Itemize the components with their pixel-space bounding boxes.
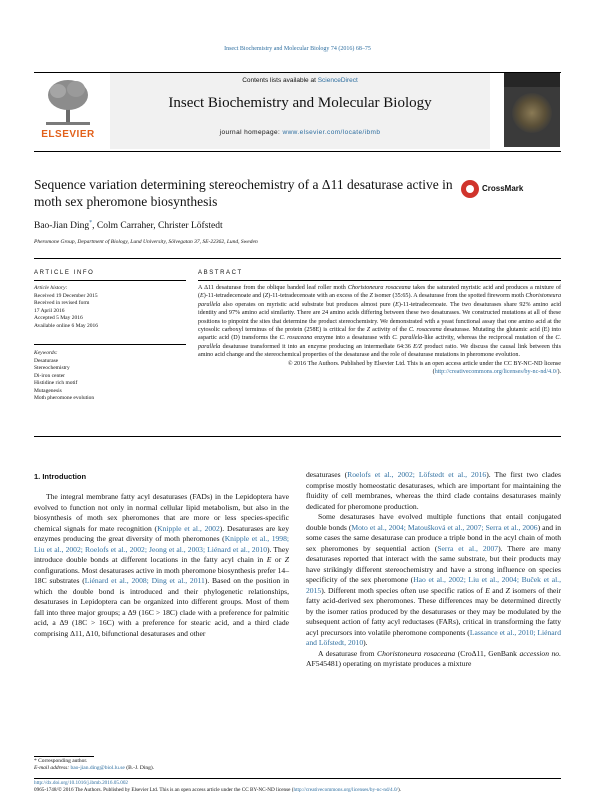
history-item: Accepted 5 May 2016: [34, 315, 83, 321]
crossmark-label: CrossMark: [482, 184, 524, 193]
corresponding-author-note: * Corresponding author.: [34, 758, 88, 764]
doi-link[interactable]: http://dx.doi.org/10.1016/j.ibmb.2016.05.002: [34, 780, 129, 786]
elsevier-wordmark: ELSEVIER: [41, 129, 95, 140]
contents-prefix: Contents lists available at: [242, 77, 318, 84]
affiliation: Pheromone Group, Department of Biology, Lund University, Sölvegatan 37, SE-22362, Lund, Sweden: [34, 239, 258, 245]
paragraph: desaturases (Roelofs et al., 2002; Löfstedt et al., 2016). The first two clades comprise mostly homeostatic desaturases, which are important for maintaining the fluidity of cell membranes, whereas the third clade contains desaturases mainly dedicated for pheromone production.: [306, 470, 561, 511]
footer-rule: [34, 778, 561, 779]
copyright-line: © 2016 The Authors. Published by Elsevier Ltd. This is an open access article under the CC BY-NC-ND license (http://creativecommons.org/licenses/by-nc-nd/4.0/).: [287, 360, 561, 376]
keywords-label: Keywords:: [34, 350, 58, 356]
keyword: Histidine rich motif: [34, 380, 78, 386]
history-item: 17 April 2016: [34, 307, 65, 314]
homepage-link[interactable]: www.elsevier.com/locate/ibmb: [282, 129, 381, 136]
cover-header: [504, 73, 560, 87]
divider: [34, 344, 186, 345]
contents-line: [110, 77, 490, 84]
body-column-left: [34, 492, 289, 639]
abstract-heading: ABSTRACT: [198, 270, 243, 276]
history-item: Received in revised form: [34, 300, 90, 306]
email-note: E-mail address: bao-jian.ding@biol.lu.se (B.-J. Ding).: [34, 765, 155, 771]
history-label: Article history:: [34, 285, 68, 291]
footer-license-link[interactable]: http://creativecommons.org/licenses/by-nc-nd/4.0/: [293, 786, 398, 793]
abstract-body: [198, 284, 561, 376]
author-first: Bao-Jian Ding: [34, 221, 90, 232]
elsevier-tree-icon: [44, 77, 92, 127]
author-rest: , Colm Carraher, Christer Löfstedt: [92, 221, 223, 232]
abstract-text: A Δ11 desaturase from the oblique banded leaf roller moth Choristoneura rosaceana takes the saturated myristic acid and produces a mixture of (E)-11-tetradecenoate and (Z)-11-tetradecenoate with an excess of the Z isomer (35:65). A desaturase from the spotted fireworm moth Choristoneura parallela also operates on myristic acid substrate but produces almost pure (E)-11-tetradecenoate. The two desaturases share 92% amino acid identity and 97% amino acid similarity. There are 24 amino acids differing between these two desaturases. We constructed mutations at all of these positions to pinpoint the sites that determine the product stereochemistry. We demonstrated with a yeast functional assay that one amino acid at the cytosolic carboxyl terminus of the protein (258E) is critical for the Z activity of the C. rosaceana desaturase. Mutating the glutamic acid (E) into aspartic acid (D) transforms the C. rosaceana enzyme into a desaturase with C. parallela-like activity, whereas the reciprocal mutation of the C. parallela desaturase transformed it into an enzyme producing an intermediate 64:36 E/Z product ratio. We discuss the causal link between this amino acid change and the stereochemical properties of the desaturase and the role of desaturase mutations in pheromone evolution.: [198, 285, 562, 359]
body-column-right: [306, 470, 561, 670]
license-link[interactable]: http://creativecommons.org/licenses/by-nc-nd/4.0/: [434, 369, 558, 376]
article-info-heading: ARTICLE INFO: [34, 270, 95, 276]
keyword: Di-iron center: [34, 372, 65, 379]
paragraph: The integral membrane fatty acyl desaturases (FADs) in the Lepidoptera have evolved to function not only in normal cellular lipid metabolism, but also in the biosynthesis of moth sex pheromones that are more or less species-specific chemical signals for mate recognition (Knipple et al., 2002). Desaturases are key enzymes producing the great diversity of moth pheromones (Knipple et al., 1998; Liu et al., 2002; Roelofs et al., 2002; Jeong et al., 2003; Liénard et al., 2010). They introduce double bonds at different locations in the fatty acyl chain in E or Z configurations. Most desaturases active in moth pheromone biosynthesis prefer 14–18C substrates (Liénard et al., 2008; Ding et al., 2011). Based on the position in which the double bond is introduced and their phylogenetic relationships, desaturases in Lepidoptera can be organized into different groups. Most of them fall into three major groups; a Δ9 (16C > 18C) clade with a preference for palmitic acid, a Δ9 (18C > 16C) with a preference for stearic acid, and a third clade comprising Δ11, Δ10, bifunctional desaturases and other: [34, 492, 290, 638]
citation-link[interactable]: Knipple et al., 2002: [157, 523, 220, 533]
history-item: Available online 6 May 2016: [34, 322, 99, 329]
paragraph: A desaturase from Choristoneura rosaceana (CroΔ11, GenBank accession no. AF545481) operating on myristate produces a mixture: [306, 648, 562, 668]
page-footer: [34, 780, 561, 794]
corresponding-marker[interactable]: *: [89, 220, 93, 226]
running-head: Insect Biochemistry and Molecular Biology 74 (2016) 68–75: [224, 46, 371, 52]
citation-link[interactable]: Roelofs et al., 2002; Löfstedt et al., 2016: [347, 470, 487, 479]
footnote: [34, 758, 154, 772]
sciencedirect-link[interactable]: ScienceDirect: [317, 77, 358, 84]
homepage-label: journal homepage:: [219, 129, 283, 136]
elsevier-logo[interactable]: [36, 77, 96, 143]
keyword: Desaturase: [34, 357, 59, 364]
email-link[interactable]: bao-jian.ding@biol.lu.se: [70, 765, 125, 771]
keyword: Mutagenesis: [34, 387, 62, 394]
article-history: [34, 285, 184, 330]
section-heading-introduction: 1. Introduction: [34, 472, 87, 481]
journal-homepage: [110, 129, 490, 136]
citation-link[interactable]: Moto et al., 2004; Matoušková et al., 2007; Serra et al., 2006: [351, 522, 538, 532]
crossmark-badge[interactable]: [461, 180, 561, 200]
footnote-rule: [34, 756, 94, 757]
keywords: [34, 350, 184, 403]
citation-link[interactable]: Serra et al., 2007: [437, 543, 499, 553]
divider: [198, 280, 561, 281]
journal-cover-image: [504, 73, 560, 147]
citation-link[interactable]: Liénard et al., 2008; Ding et al., 2011: [84, 576, 205, 585]
article-title: Sequence variation determining stereochemistry of a Δ11 desaturase active in moth sex pheromone biosynthesis: [34, 177, 453, 209]
divider: [34, 436, 561, 437]
journal-info-box: [110, 73, 490, 149]
cover-moth-image: [512, 93, 552, 133]
crossmark-icon: [461, 180, 479, 198]
divider: [34, 258, 561, 259]
citation-link[interactable]: Lassance et al., 2010; Liénard and Löfstedt, 2010: [306, 627, 562, 647]
keyword: Stereochemistry: [34, 365, 70, 371]
citation-link[interactable]: Knipple et al., 1998; Liu et al., 2002; Roelofs et al., 2002; Jeong et al., 2003; Liénard et al., 2010: [34, 534, 289, 554]
author-list: [34, 220, 223, 231]
paragraph: Some desaturases have evolved multiple functions that entail conjugated double bonds (Moto et al., 2004; Matoušková et al., 2007; Serra et al., 2006) and in some cases the same desaturase can produce a triple bond in the acyl chain of moth sex pheromones by sequential action (Serra et al., 2007). There are many desaturases reported that interact with the same substrate, but their products may have strikingly different stereochemistry and have a strong influence on species specificity of the sex pheromone (Hao et al., 2002; Liu et al., 2004; Buček et al., 2015). Different moth species often use specific ratios of E and Z isomers of their fatty acid-derived sex pheromones. These differences may be determined directly by the isomer ratios produced by the desaturases or they may be modulated by the subsequent action of fatty acyl reductases (FARs), critical in transforming the fatty acyl precursors into volatile pheromone components (Lassance et al., 2010; Liénard and Löfstedt, 2010).: [306, 512, 562, 647]
journal-title: Insect Biochemistry and Molecular Biology: [168, 95, 432, 111]
keyword: Moth pheromone evolution: [34, 395, 95, 401]
journal-banner: [34, 72, 561, 152]
divider: [34, 280, 186, 281]
history-item: Received 19 December 2015: [34, 292, 98, 299]
citation-link[interactable]: Hao et al., 2002; Liu et al., 2004; Buček et al., 2015: [306, 575, 561, 595]
footer-license: 0965-1748/© 2016 The Authors. Published by Elsevier Ltd. This is an open access article under the CC BY-NC-ND license (http://creativecommons.org/licenses/by-nc-nd/4.0/).: [34, 786, 402, 793]
